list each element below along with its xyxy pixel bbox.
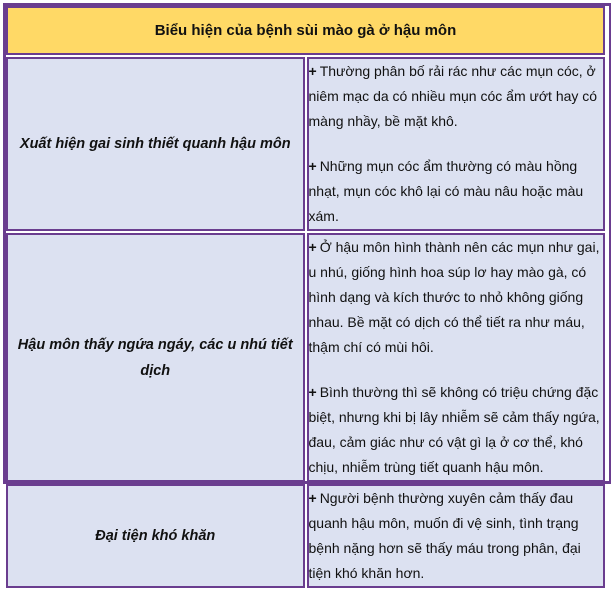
symptom-item bbox=[309, 486, 604, 586]
symptom-text: Ở hậu môn hình thành nên các mụn như gai, u nhú, giống hình hoa súp lơ hay mào gà, có hình dạng và kích thước to nhỏ không giống nhau. Bề mặt có dịch có thể tiết ra như máu, thậm chí có mùi hôi. bbox=[308, 239, 600, 355]
row-content bbox=[307, 484, 606, 588]
symptom-text: Những mụn cóc ẩm thường có màu hồng nhạt, mụn cóc khô lại có màu nâu hoặc màu xám. bbox=[308, 158, 584, 224]
plus-marker: + bbox=[308, 158, 317, 174]
table-row bbox=[6, 57, 605, 231]
symptom-text: Người bệnh thường xuyên cảm thấy đau quanh hậu môn, muốn đi vệ sinh, tình trạng bệnh nặng hơn sẽ thấy máu trong phân, đại tiện khó khăn hơn. bbox=[308, 490, 581, 581]
plus-marker: + bbox=[308, 239, 317, 255]
table-title: Biểu hiện của bệnh sùi mào gà ở hậu môn bbox=[6, 6, 605, 55]
symptom-item bbox=[309, 235, 604, 360]
symptom-item bbox=[309, 59, 604, 134]
symptom-text: Thường phân bố rải rác như các mụn cóc, ở niêm mạc da có nhiều mụn cóc ẩm ướt hay có màng nhầy, bề mặt khô. bbox=[308, 63, 598, 129]
plus-marker: + bbox=[308, 490, 317, 506]
symptoms-table bbox=[4, 4, 607, 590]
plus-marker: + bbox=[308, 63, 317, 79]
symptom-item bbox=[309, 380, 604, 480]
table-header-row bbox=[6, 6, 605, 55]
symptom-text: Bình thường thì sẽ không có triệu chứng đặc biệt, nhưng khi bị lây nhiễm sẽ cảm thấy ngứa, đau, cảm giác như có vật gì lạ ở cơ thể, khó chịu, nhiễm trùng tiết quanh hậu môn. bbox=[308, 384, 600, 475]
row-content bbox=[307, 233, 606, 482]
symptoms-table-frame bbox=[3, 3, 611, 581]
row-label: Hậu môn thấy ngứa ngáy, các u nhú tiết dịch bbox=[6, 233, 305, 482]
symptom-item bbox=[309, 154, 604, 229]
table-row bbox=[6, 484, 605, 588]
row-label: Đại tiện khó khăn bbox=[6, 484, 305, 588]
row-content bbox=[307, 57, 606, 231]
row-label: Xuất hiện gai sinh thiết quanh hậu môn bbox=[6, 57, 305, 231]
plus-marker: + bbox=[308, 384, 317, 400]
table-row bbox=[6, 233, 605, 482]
